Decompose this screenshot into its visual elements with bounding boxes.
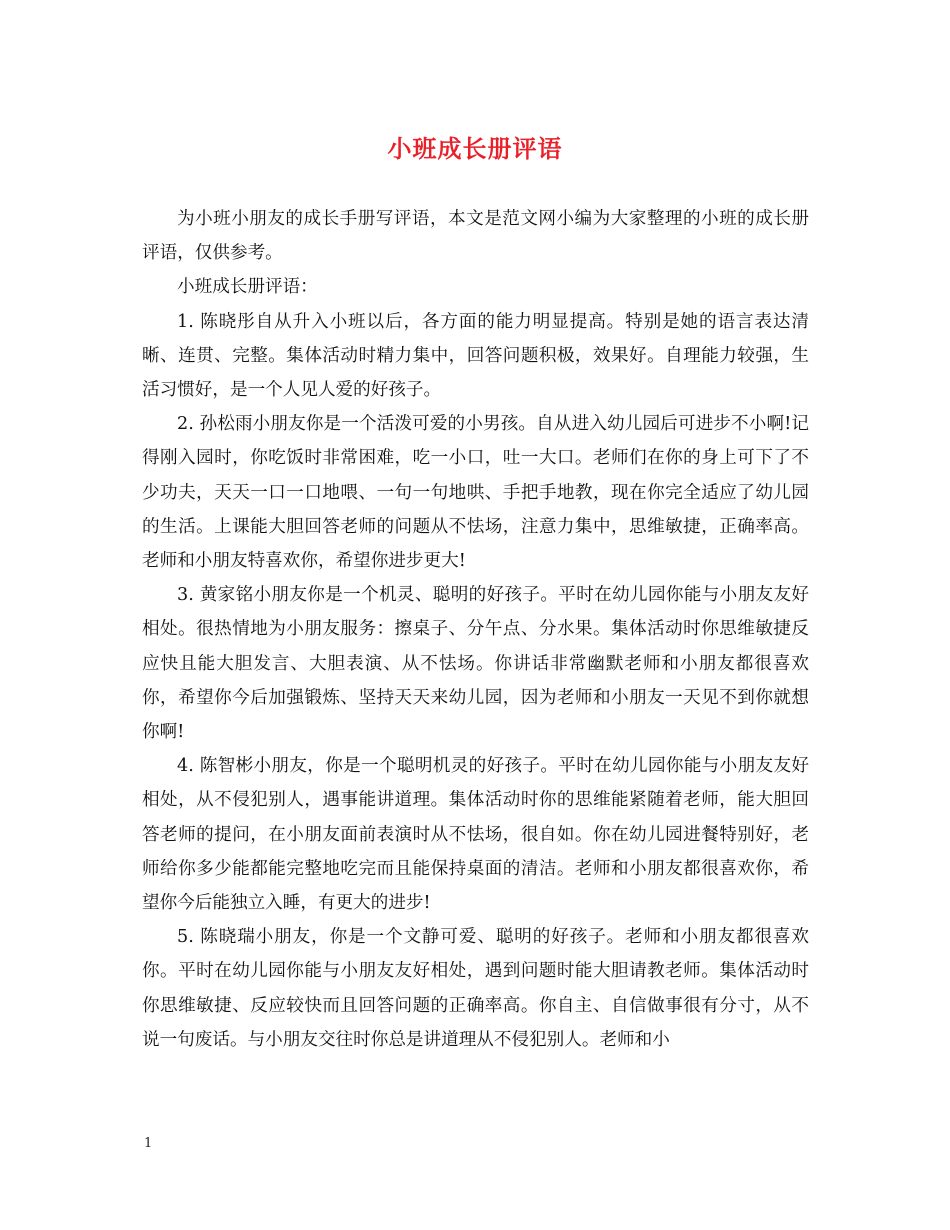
intro-paragraph: 为小班小朋友的成长手册写评语，本文是范文网小编为大家整理的小班的成长册评语，仅供参考。 — [142, 209, 809, 264]
comment-paragraph-5: 5. 陈晓瑞小朋友，你是一个文静可爱、聪明的好孩子。老师和小朋友都很喜欢你。平时在幼儿园你能与小朋友友好相处，遇到问题时能大胆请教老师。集体活动时你思维敏捷、反应较快而且回答问题的正确率高。你自主、自信做事很有分寸，从不说一句废话。与小朋友交往时你总是讲道理从不侵犯别人。老师和小 — [142, 927, 809, 1050]
comment-paragraph-1: 1. 陈晓彤自从升入小班以后，各方面的能力明显提高。特别是她的语言表达清晰、连贯、完整。集体活动时精力集中，回答问题积极，效果好。自理能力较强，生活习惯好，是一个人见人爱的好孩子。 — [142, 311, 809, 401]
comment-paragraph-4: 4. 陈智彬小朋友，你是一个聪明机灵的好孩子。平时在幼儿园你能与小朋友友好相处，从不侵犯别人，遇事能讲道理。集体活动时你的思维能紧随着老师，能大胆回答老师的提问，在小朋友面前表演时从不怯场，很自如。你在幼儿园进餐特别好，老师给你多少能都能完整地吃完而且能保持桌面的清洁。老师和小朋友都很喜欢你，希望你今后能独立入睡，有更大的进步! — [142, 756, 809, 914]
document-title: 小班成长册评语 — [387, 134, 563, 163]
comment-paragraph-2: 2. 孙松雨小朋友你是一个活泼可爱的小男孩。自从进入幼儿园后可进步不小啊!记得刚入园时，你吃饭时非常困难，吃一小口，吐一大口。老师们在你的身上可下了不少功夫，天天一口一口地喂、一句一句地哄、手把手地教，现在你完全适应了幼儿园的生活。上课能大胆回答老师的问题从不怯场，注意力集中，思维敏捷，正确率高。老师和小朋友特喜欢你，希望你进步更大! — [142, 414, 809, 572]
comment-paragraph-3: 3. 黄家铭小朋友你是一个机灵、聪明的好孩子。平时在幼儿园你能与小朋友友好相处。很热情地为小朋友服务：擦桌子、分午点、分水果。集体活动时你思维敏捷反应快且能大胆发言、大胆表演、从不怯场。你讲话非常幽默老师和小朋友都很喜欢你，希望你今后加强锻炼、坚持天天来幼儿园，因为老师和小朋友一天见不到你就想你啊! — [142, 585, 809, 743]
document-body — [142, 202, 809, 1057]
section-heading-paragraph: 小班成长册评语： — [177, 277, 318, 298]
page-number: 1 — [144, 1136, 153, 1151]
